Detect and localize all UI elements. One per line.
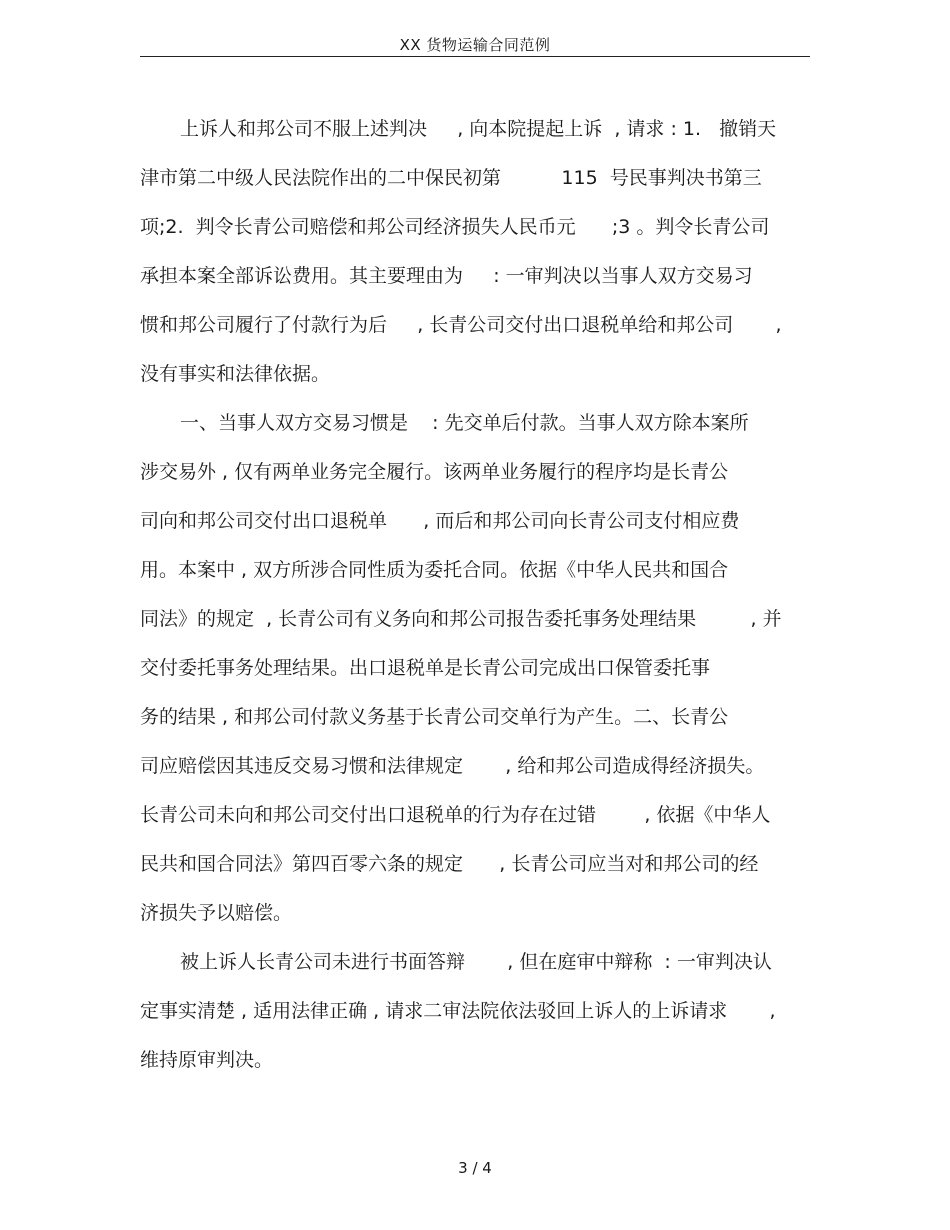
page-footer xyxy=(0,1158,950,1178)
paragraph-2-line-11: 济损失予以赔偿。 xyxy=(140,902,293,924)
paragraph-1-line-6: 没有事实和法律依据。 xyxy=(140,363,331,385)
paragraph-1-line-4: 承担本案全部诉讼费用。其主要理由为 : 一审判决以当事人双方交易习 xyxy=(140,265,753,287)
paragraph-2-line-10: 民共和国合同法》第四百零六条的规定 , 长青公司应当对和邦公司的经 xyxy=(140,853,759,875)
paragraph-1-line-5: 惯和邦公司履行了付款行为后 , 长青公司交付出口退税单给和邦公司 , xyxy=(140,314,782,336)
document-body xyxy=(140,108,810,1088)
paragraph-3-line-3: 维持原审判决。 xyxy=(140,1049,274,1071)
paragraph-2-line-6: 交付委托事务处理结果。出口退税单是长青公司完成出口保管委托事 xyxy=(140,657,711,679)
page-number: 3 / 4 xyxy=(458,1159,492,1177)
paragraph-2-line-7: 务的结果 , 和邦公司付款义务基于长青公司交单行为产生。二、长青公 xyxy=(140,706,729,728)
paragraph-2-line-3: 司向和邦公司交付出口退税单 , 而后和邦公司向长青公司支付相应费 xyxy=(140,510,740,532)
paragraph-1-line-2: 津市第二中级人民法院作出的二中保民初第 115 号民事判决书第三 xyxy=(140,167,762,189)
page-header xyxy=(140,34,810,57)
paragraph-3-line-1: 被上诉人长青公司未进行书面答辩 , 但在庭审中辩称 : 一审判决认 xyxy=(180,951,772,973)
paragraph-2-line-8: 司应赔偿因其违反交易习惯和法律规定 , 给和邦公司造成得经济损失。 xyxy=(140,755,765,777)
paragraph-2-line-2: 涉交易外 , 仅有两单业务完全履行。该两单业务履行的程序均是长青公 xyxy=(140,461,729,483)
paragraph-3-line-2: 定事实清楚 , 适用法律正确 , 请求二审法院依法驳回上诉人的上诉请求 , xyxy=(140,1000,776,1022)
paragraph-2-line-1: 一、当事人双方交易习惯是 : 先交单后付款。当事人双方除本案所 xyxy=(180,412,749,434)
paragraph-2-line-5: 同法》的规定 , 长青公司有义务向和邦公司报告委托事务处理结果 , 并 xyxy=(140,608,782,630)
paragraph-2-line-9: 长青公司未向和邦公司交付出口退税单的行为存在过错 , 依据《中华人 xyxy=(140,804,771,826)
paragraph-1-line-1: 上诉人和邦公司不服上述判决 , 向本院提起上诉 , 请求 : 1. 撤销天 xyxy=(180,118,777,140)
paragraph-2-line-4: 用。本案中 , 双方所涉合同性质为委托合同。依据《中华人民共和国合 xyxy=(140,559,729,581)
document-title: XX 货物运输合同范例 xyxy=(399,36,551,54)
paragraph-1-line-3: 项;2. 判令长青公司赔偿和邦公司经济损失人民币元 ;3 。判令长青公司 xyxy=(140,216,770,238)
